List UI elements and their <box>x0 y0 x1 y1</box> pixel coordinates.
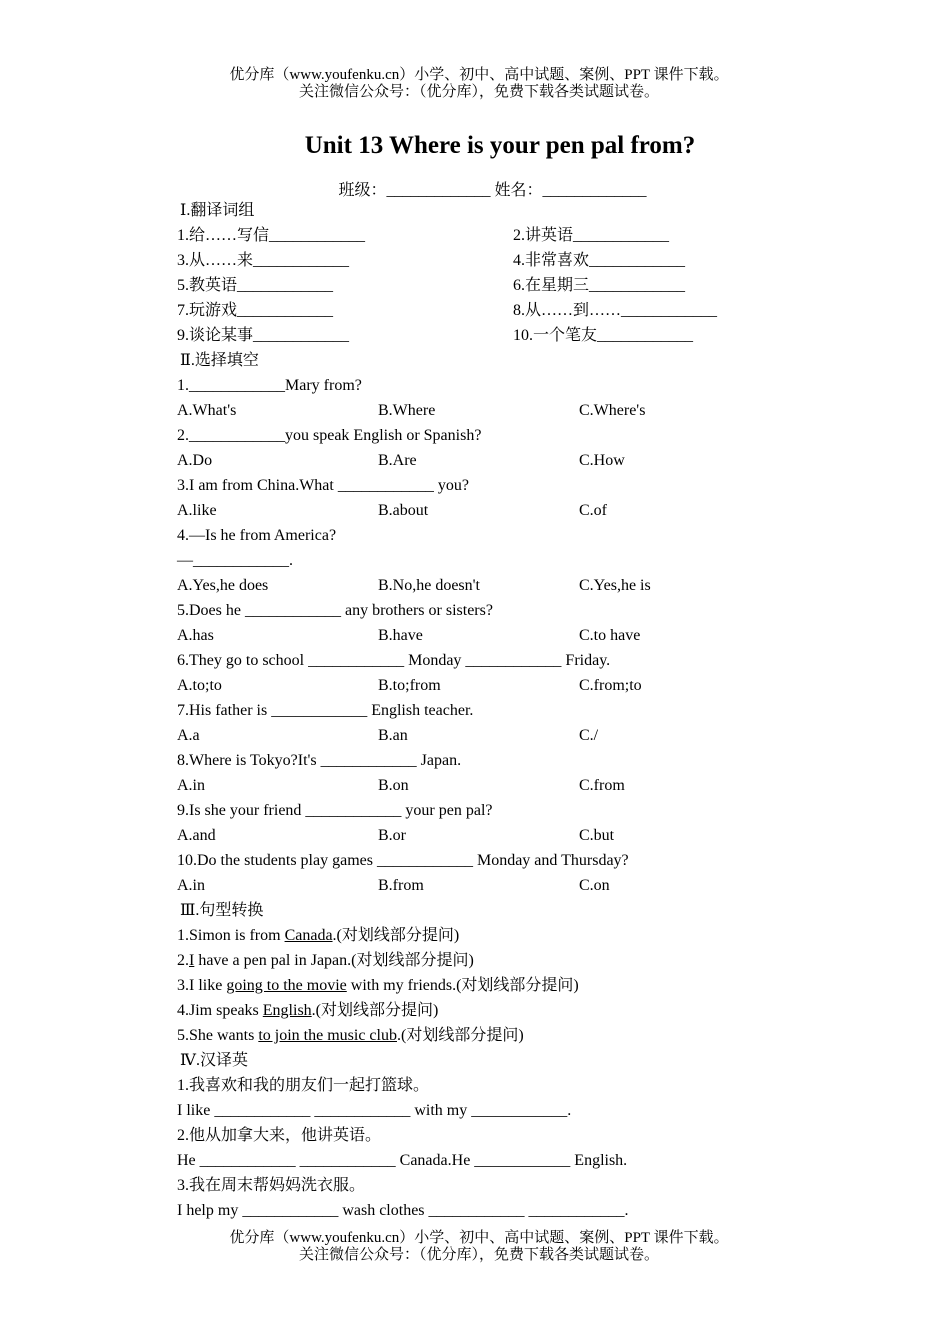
section-1-heading: Ⅰ.翻译词组 <box>180 202 255 219</box>
phrase-row: 1.给……写信____________ 2.讲英语____________ <box>177 227 670 244</box>
question-3: 3.I am from China.What ____________ you? <box>177 477 469 494</box>
phrase-row: 3.从……来____________ 4.非常喜欢____________ <box>177 252 686 269</box>
section-2-heading: Ⅱ.选择填空 <box>180 352 259 369</box>
underlined-part: I <box>189 952 195 969</box>
question-4-answer-line: —____________. <box>177 552 293 569</box>
page-title: Unit 13 Where is your pen pal from? <box>304 132 696 159</box>
question-1-options: A.What's B.Where C.Where's <box>177 402 646 419</box>
page-footer <box>0 1230 950 1264</box>
transform-sentence-5: 5.She wants to join the music club.(对划线部分提问) <box>177 1027 524 1044</box>
class-name-line: 班级：_____________ 姓名：_____________ <box>338 182 647 199</box>
transform-sentence-2: 2.I have a pen pal in Japan.(对划线部分提问) <box>177 952 474 969</box>
question-10-options: A.in B.from C.on <box>177 877 610 894</box>
underlined-part: to join the music club <box>258 1027 397 1044</box>
question-5-options: A.has B.have C.to have <box>177 627 641 644</box>
translate-prompt-3: 3.我在周末帮妈妈洗衣服。 <box>177 1177 366 1194</box>
question-7-options: A.a B.an C./ <box>177 727 599 744</box>
question-6: 6.They go to school ____________ Monday ____________ Friday. <box>177 652 611 669</box>
transform-sentence-4: 4.Jim speaks English.(对划线部分提问) <box>177 1002 439 1019</box>
translate-answer-1: I like ____________ ____________ with my ____________. <box>177 1102 572 1119</box>
translate-answer-2: He ____________ ____________ Canada.He ____________ English. <box>177 1152 628 1169</box>
translate-answer-3: I help my ____________ wash clothes ____________ ____________. <box>177 1202 629 1219</box>
underlined-part: going to the movie <box>226 977 347 994</box>
question-8: 8.Where is Tokyo?It's ____________ Japan. <box>177 752 462 769</box>
section-4-heading: Ⅳ.汉译英 <box>180 1052 248 1069</box>
question-7: 7.His father is ____________ English teacher. <box>177 702 474 719</box>
underlined-part: Canada <box>284 927 333 944</box>
question-1: 1.____________Mary from? <box>177 377 362 394</box>
header-line-2: 关注微信公众号：（优分库），免费下载各类试题试卷。 <box>298 84 659 100</box>
question-8-options: A.in B.on C.from <box>177 777 625 794</box>
underlined-part: English <box>262 1002 312 1019</box>
phrase-row: 7.玩游戏____________ 8.从……到……____________ <box>177 302 718 319</box>
section-3-heading: Ⅲ.句型转换 <box>180 902 264 919</box>
question-9-options: A.and B.or C.but <box>177 827 615 844</box>
question-2: 2.____________you speak English or Spanish? <box>177 427 482 444</box>
question-2-options: A.Do B.Are C.How <box>177 452 625 469</box>
worksheet-body <box>177 198 777 1223</box>
phrase-row: 9.谈论某事____________ 10.一个笔友____________ <box>177 327 694 344</box>
footer-line-1: 优分库（www.youfenku.cn）小学、初中、高中试题、案例、PPT 课件下载。 <box>229 1230 729 1246</box>
transform-sentence-3: 3.I like going to the movie with my friends.(对划线部分提问) <box>177 977 579 994</box>
question-3-options: A.like B.about C.of <box>177 502 607 519</box>
header-line-1: 优分库（www.youfenku.cn）小学、初中、高中试题、案例、PPT 课件下载。 <box>229 67 729 83</box>
question-9: 9.Is she your friend ____________ your pen pal? <box>177 802 493 819</box>
question-10: 10.Do the students play games ____________ Monday and Thursday? <box>177 852 629 869</box>
question-5: 5.Does he ____________ any brothers or sisters? <box>177 602 493 619</box>
phrase-row: 5.教英语____________ 6.在星期三____________ <box>177 277 686 294</box>
translate-prompt-2: 2.他从加拿大来，他讲英语。 <box>177 1127 382 1144</box>
question-4: 4.—Is he from America? <box>177 527 337 544</box>
footer-line-2: 关注微信公众号：（优分库），免费下载各类试题试卷。 <box>298 1247 659 1263</box>
page-header-top <box>0 67 950 101</box>
transform-sentence-1: 1.Simon is from Canada.(对划线部分提问) <box>177 927 460 944</box>
translate-prompt-1: 1.我喜欢和我的朋友们一起打篮球。 <box>177 1077 430 1094</box>
question-4-options: A.Yes,he does B.No,he doesn't C.Yes,he is <box>177 577 651 594</box>
question-6-options: A.to;to B.to;from C.from;to <box>177 677 642 694</box>
